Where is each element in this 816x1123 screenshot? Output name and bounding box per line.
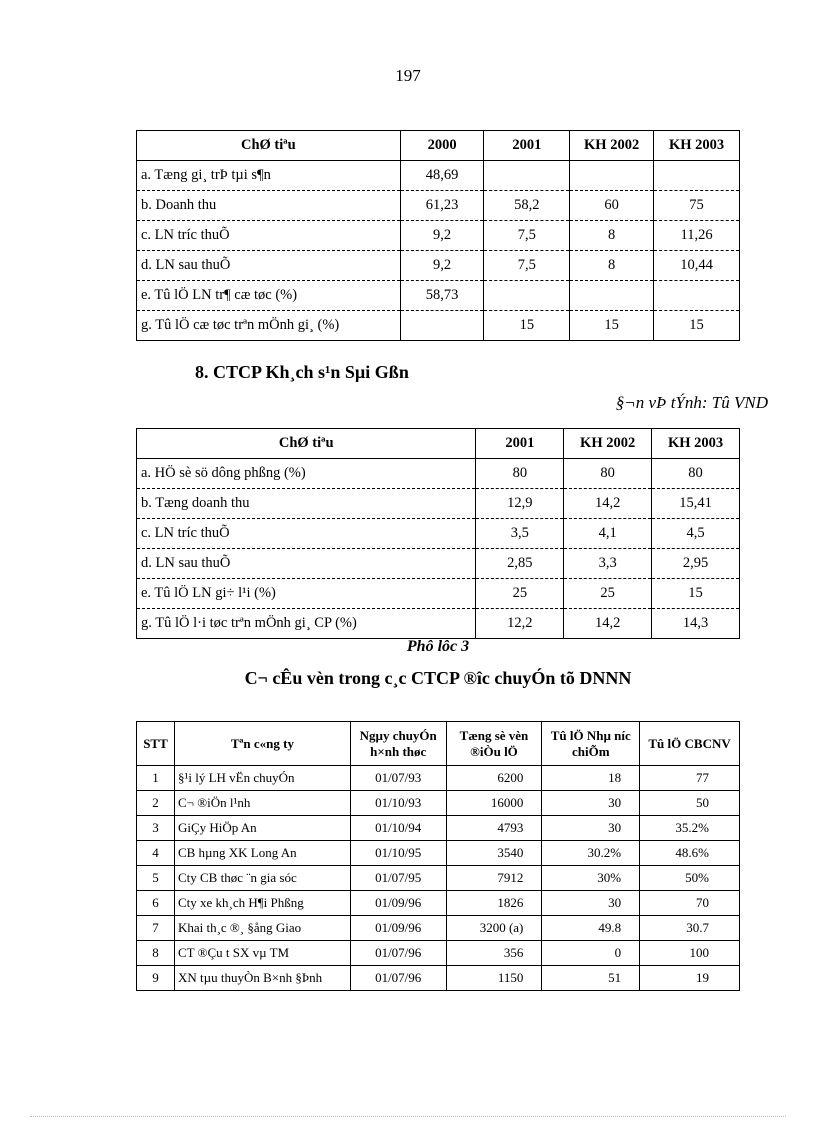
table-row (137, 549, 740, 579)
table-cell: 7 (137, 916, 175, 941)
table-row (137, 609, 740, 639)
table-cell: §¹i lý LH vËn chuyÓn (174, 766, 350, 791)
column-header: 2000 (400, 131, 484, 161)
table-cell: 5 (137, 866, 175, 891)
table-row (137, 161, 740, 191)
table-cell: 16000 (446, 791, 542, 816)
table-cell: 11,26 (654, 221, 740, 251)
table-cell: 01/07/96 (350, 941, 446, 966)
table-cell: 18 (542, 766, 640, 791)
table-cell: C¬ ®iÖn l¹nh (174, 791, 350, 816)
table-cell: 3200 (a) (446, 916, 542, 941)
table-cell: c. LN tríc thuÕ (137, 519, 476, 549)
table-cell: 01/09/96 (350, 891, 446, 916)
table-cell: 12,9 (476, 489, 564, 519)
table-cell: 01/10/95 (350, 841, 446, 866)
column-header: KH 2003 (654, 131, 740, 161)
table-cell: 01/07/93 (350, 766, 446, 791)
table-cell: 35.2% (640, 816, 740, 841)
table-cell: 60 (570, 191, 654, 221)
table-cell: e. Tû lÖ LN gi÷ l¹i (%) (137, 579, 476, 609)
table-cell: 70 (640, 891, 740, 916)
table-cell: 1150 (446, 966, 542, 991)
table-cell: XN tµu thuyÒn B×nh §Þnh (174, 966, 350, 991)
table-cell: b. Tæng doanh thu (137, 489, 476, 519)
table-row (137, 766, 740, 791)
page-number: 197 (395, 66, 421, 85)
table-cell: 3 (137, 816, 175, 841)
table-cell (570, 161, 654, 191)
section-title: 8. CTCP Kh¸ch s¹n Sµi Gßn (195, 362, 409, 382)
table-cell: 58,73 (400, 281, 484, 311)
appendix-label: Phô lôc 3 (406, 638, 470, 655)
table-cell: 3,3 (564, 549, 652, 579)
table-cell: 01/09/96 (350, 916, 446, 941)
table-cell (400, 311, 484, 341)
table-cell: 30 (542, 791, 640, 816)
table-cell: 9 (137, 966, 175, 991)
appendix-title: C¬ cÊu vèn trong c¸c CTCP ®îc chuyÓn tõ DNNN (244, 668, 632, 688)
table-row (137, 941, 740, 966)
table-cell: CB hµng XK Long An (174, 841, 350, 866)
table-cell: Khai th¸c ®¸ §ång Giao (174, 916, 350, 941)
table-cell (570, 281, 654, 311)
table-cell: 30.2% (542, 841, 640, 866)
table-cell: 80 (564, 459, 652, 489)
table-row (137, 489, 740, 519)
indicators-table-1 (136, 130, 740, 341)
table-cell: 19 (640, 966, 740, 991)
column-header: KH 2003 (652, 429, 740, 459)
table-header-row (137, 131, 740, 161)
table-cell: 50% (640, 866, 740, 891)
table-cell: 14,2 (564, 489, 652, 519)
table-cell: a. Tæng gi¸ trÞ tµi s¶n (137, 161, 401, 191)
table-cell: a. HÖ sè sö dông phßng (%) (137, 459, 476, 489)
table-cell: 4,1 (564, 519, 652, 549)
table-cell: GiÇy HiÖp An (174, 816, 350, 841)
column-header: Tæng sè vèn ®iÒu lÖ (446, 722, 542, 766)
table-row (137, 281, 740, 311)
column-header: ChØ tiªu (137, 429, 476, 459)
table-row (137, 221, 740, 251)
table-cell: 01/10/94 (350, 816, 446, 841)
table-cell: 15 (484, 311, 570, 341)
table-cell: 1826 (446, 891, 542, 916)
column-header: Tû lÖ CBCNV (640, 722, 740, 766)
table-row (137, 311, 740, 341)
indicators-table-2 (136, 428, 740, 639)
table-cell: 49.8 (542, 916, 640, 941)
table-row (137, 459, 740, 489)
table-cell: e. Tû lÖ LN tr¶ cæ tøc (%) (137, 281, 401, 311)
table-cell: 30% (542, 866, 640, 891)
table-cell: 01/07/96 (350, 966, 446, 991)
capital-structure-table (136, 721, 740, 991)
table-cell: 10,44 (654, 251, 740, 281)
table-cell: g. Tû lÖ l·i tøc trªn mÖnh gi¸ CP (%) (137, 609, 476, 639)
table-cell: 30.7 (640, 916, 740, 941)
table-cell: 8 (570, 251, 654, 281)
table-cell: 0 (542, 941, 640, 966)
table-cell: 100 (640, 941, 740, 966)
table-cell: 9,2 (400, 251, 484, 281)
table-cell (654, 161, 740, 191)
table-cell: 30 (542, 891, 640, 916)
table-row (137, 191, 740, 221)
table-cell: 7,5 (484, 251, 570, 281)
table-row (137, 579, 740, 609)
table-cell: 4793 (446, 816, 542, 841)
table-cell: Cty CB thøc ¨n gia sóc (174, 866, 350, 891)
table-header-row (137, 722, 740, 766)
table-cell: 25 (564, 579, 652, 609)
table-cell: 77 (640, 766, 740, 791)
table-row (137, 791, 740, 816)
table-cell: 15 (570, 311, 654, 341)
table-cell: 8 (137, 941, 175, 966)
table-cell: 14,3 (652, 609, 740, 639)
table-cell: 8 (570, 221, 654, 251)
table-cell: 25 (476, 579, 564, 609)
unit-note: §¬n vÞ tÝnh: Tû VND (615, 393, 768, 412)
table-cell (654, 281, 740, 311)
column-header: 2001 (484, 131, 570, 161)
column-header: Tû lÖ Nhµ níc chiÕm (542, 722, 640, 766)
column-header: KH 2002 (570, 131, 654, 161)
table-cell: b. Doanh thu (137, 191, 401, 221)
table-cell (484, 281, 570, 311)
table-cell: 61,23 (400, 191, 484, 221)
table-cell: 01/10/93 (350, 791, 446, 816)
table-cell: c. LN tríc thuÕ (137, 221, 401, 251)
table-cell: 58,2 (484, 191, 570, 221)
table-cell: 1 (137, 766, 175, 791)
table-cell: 7,5 (484, 221, 570, 251)
table-cell: 3,5 (476, 519, 564, 549)
table-cell: 30 (542, 816, 640, 841)
table-cell: 2,95 (652, 549, 740, 579)
table-cell: 12,2 (476, 609, 564, 639)
column-header: 2001 (476, 429, 564, 459)
table-cell: 48.6% (640, 841, 740, 866)
table-row (137, 916, 740, 941)
table-row (137, 866, 740, 891)
table-cell: 4,5 (652, 519, 740, 549)
table-cell: Cty xe kh¸ch H¶i Phßng (174, 891, 350, 916)
table-header-row (137, 429, 740, 459)
table-cell: 15,41 (652, 489, 740, 519)
table-cell: g. Tû lÖ cæ tøc trªn mÖnh gi¸ (%) (137, 311, 401, 341)
column-header: STT (137, 722, 175, 766)
table-cell: 4 (137, 841, 175, 866)
table-cell: 6200 (446, 766, 542, 791)
table-cell: d. LN sau thuÕ (137, 549, 476, 579)
table-cell: 2 (137, 791, 175, 816)
table-cell: 14,2 (564, 609, 652, 639)
table-row (137, 251, 740, 281)
table-row (137, 519, 740, 549)
table-cell: 01/07/95 (350, 866, 446, 891)
table-cell: 15 (654, 311, 740, 341)
table-cell: 75 (654, 191, 740, 221)
column-header: Tªn c«ng ty (174, 722, 350, 766)
table-cell: 15 (652, 579, 740, 609)
column-header: KH 2002 (564, 429, 652, 459)
table-row (137, 841, 740, 866)
table-cell: 9,2 (400, 221, 484, 251)
column-header: ChØ tiªu (137, 131, 401, 161)
table-cell: 3540 (446, 841, 542, 866)
table-row (137, 816, 740, 841)
table-row (137, 891, 740, 916)
table-cell: 50 (640, 791, 740, 816)
column-header: Ngµy chuyÓn h×nh thøc (350, 722, 446, 766)
table-cell: 51 (542, 966, 640, 991)
table-cell: 6 (137, 891, 175, 916)
table-cell: 7912 (446, 866, 542, 891)
table-cell: 48,69 (400, 161, 484, 191)
table-row (137, 966, 740, 991)
table-cell: 80 (476, 459, 564, 489)
table-cell: 2,85 (476, 549, 564, 579)
page-bottom-divider (30, 1116, 786, 1117)
table-cell: 356 (446, 941, 542, 966)
table-cell (484, 161, 570, 191)
table-cell: d. LN sau thuÕ (137, 251, 401, 281)
table-cell: 80 (652, 459, 740, 489)
table-cell: CT ®Çu t SX vµ TM (174, 941, 350, 966)
